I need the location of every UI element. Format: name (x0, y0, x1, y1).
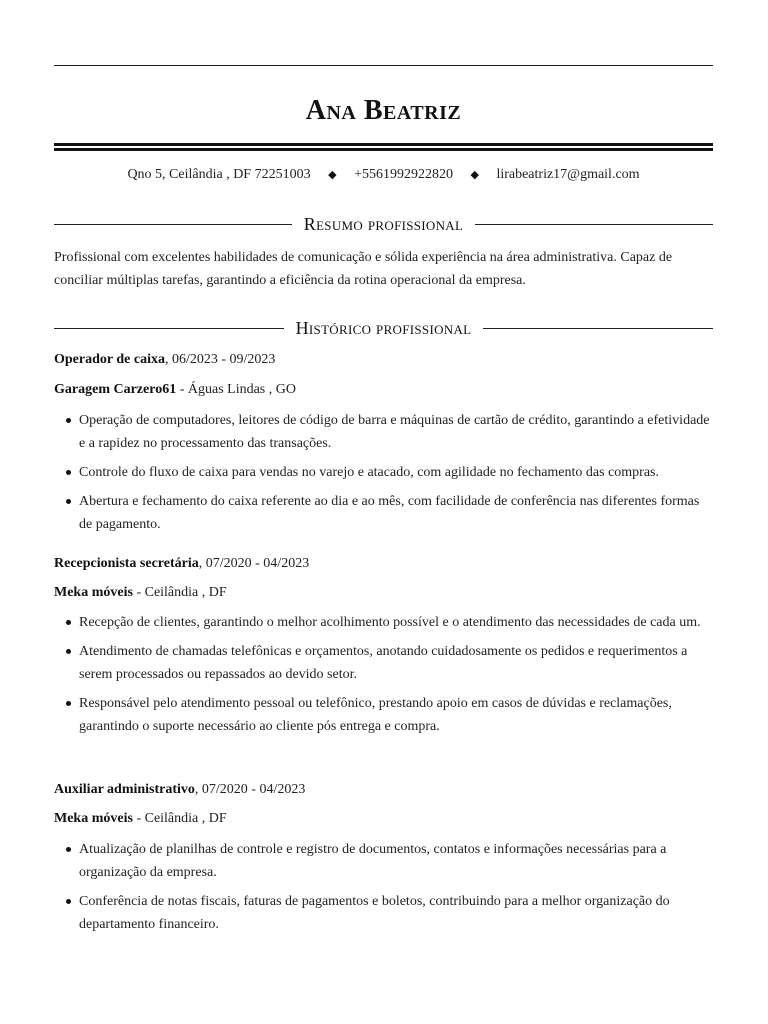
job-dates: , 07/2020 - 04/2023 (198, 556, 310, 571)
contact-line (54, 166, 713, 184)
job-title-line (54, 555, 713, 573)
contact-address: Qno 5, Ceilândia , DF 72251003 (127, 167, 311, 182)
header-rule-lower (54, 148, 713, 151)
bullet-dot-icon (66, 470, 71, 475)
job-location: - Águas Lindas , GO (176, 382, 296, 397)
bullet-dot-icon (66, 499, 71, 504)
job-role: Operador de caixa (54, 352, 165, 367)
section-title-history: Histórico profissional (295, 317, 472, 338)
job-bullet-list (54, 611, 713, 744)
bullet-dot-icon (66, 701, 71, 706)
job-role: Auxiliar administrativo (54, 782, 195, 797)
contact-email: lirabeatriz17@gmail.com (496, 167, 640, 182)
section-title-summary: Resumo profissional (303, 213, 464, 234)
job-title-line (54, 781, 713, 799)
job-title-line (54, 351, 713, 369)
job-company-line (54, 810, 713, 828)
bullet-dot-icon (66, 418, 71, 423)
bullet-dot-icon (66, 620, 71, 625)
list-item: Atualização de planilhas de controle e registro de documentos, contatos e informações necessárias para a organização da empresa. (54, 838, 713, 884)
bullet-dot-icon (66, 649, 71, 654)
list-item: Abertura e fechamento do caixa referente ao dia e ao mês, com facilidade de conferência nas diferentes formas de pagamento. (54, 490, 713, 536)
list-item: Atendimento de chamadas telefônicas e orçamentos, anotando cuidadosamente os pedidos e requerimentos a serem processados ou repassados ao devido setor. (54, 640, 713, 686)
section-rule-right (475, 224, 713, 225)
job-company: Meka móveis (54, 811, 133, 826)
job-bullet-list (54, 838, 713, 942)
list-item: Operação de computadores, leitores de código de barra e máquinas de cartão de crédito, garantindo a efetividade e a rapidez no processamento das transações. (54, 409, 713, 455)
job-location: - Ceilândia , DF (132, 811, 227, 826)
job-dates: , 06/2023 - 09/2023 (164, 352, 276, 367)
job-dates: , 07/2020 - 04/2023 (194, 782, 306, 797)
job-role: Recepcionista secretária (54, 556, 199, 571)
job-company-line (54, 381, 713, 399)
list-item: Recepção de clientes, garantindo o melhor acolhimento possível e o atendimento das necessidades de cada um. (54, 611, 713, 634)
section-rule-left (54, 328, 284, 329)
section-rule-left (54, 224, 292, 225)
list-item: Conferência de notas fiscais, faturas de pagamentos e boletos, contribuindo para a melhor organização do departamento financeiro. (54, 890, 713, 936)
job-company-line (54, 584, 713, 602)
list-item: Responsável pelo atendimento pessoal ou telefônico, prestando apoio em casos de dúvidas e reclamações, garantindo o suporte necessário ao cliente pós entrega e compra. (54, 692, 713, 738)
diamond-separator-icon: ◆ (470, 169, 479, 181)
section-heading-summary (54, 212, 713, 236)
contact-phone: +5561992922820 (354, 167, 453, 182)
job-company: Garagem Carzero61 (54, 382, 177, 397)
list-item: Controle do fluxo de caixa para vendas no varejo e atacado, com agilidade no fechamento das compras. (54, 461, 713, 484)
bullet-dot-icon (66, 847, 71, 852)
section-rule-right (483, 328, 713, 329)
header-rule-upper (54, 143, 713, 146)
job-location: - Ceilândia , DF (132, 585, 227, 600)
job-bullet-list (54, 409, 713, 542)
job-company: Meka móveis (54, 585, 133, 600)
diamond-separator-icon: ◆ (328, 169, 337, 181)
bullet-dot-icon (66, 899, 71, 904)
top-rule (54, 65, 713, 66)
candidate-name: Ana Beatriz (305, 95, 462, 126)
section-heading-history (54, 316, 713, 340)
summary-text: Profissional com excelentes habilidades de comunicação e sólida experiência na área administrativa. Capaz de conciliar múltiplas tarefas, garantindo a eficiência da rotina operacional da empresa. (54, 250, 673, 288)
